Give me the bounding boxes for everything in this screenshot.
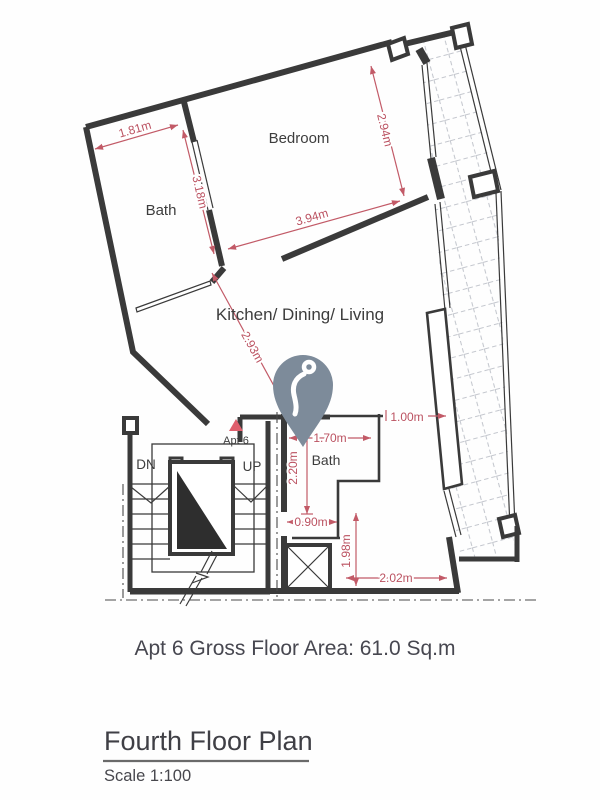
dim-label: 1.70m [313, 431, 347, 445]
wall-pillar [124, 418, 137, 433]
room-label-kitchen: Kitchen/ Dining/ Living [215, 305, 385, 324]
dimension-2-02m [346, 571, 447, 585]
stair-break-line [180, 551, 218, 606]
dim-label: 0.90m [294, 515, 328, 529]
door-leaf [136, 281, 211, 312]
railing-pillar [452, 24, 472, 48]
room-label-bedroom: Bedroom [268, 130, 330, 147]
room-label-bath-upper: Bath [145, 202, 177, 219]
dim-label: 3.94m [293, 205, 330, 229]
apartment-marker-label: Apt 6 [223, 435, 249, 447]
stairs-label-up: UP [242, 459, 262, 474]
dim-label: 1.00m [390, 410, 424, 424]
dim-label: 2.94m [374, 112, 396, 148]
upper-bath-partition [136, 140, 213, 312]
gross-floor-area-text: Apt 6 Gross Floor Area: 61.0 Sq.m [134, 637, 456, 660]
dimension-2-94m [371, 66, 404, 196]
dim-label: 1.81m [116, 117, 153, 141]
railing-pillar [470, 171, 498, 197]
plan-scale: Scale 1:100 [104, 767, 192, 785]
stairs-label-dn: DN [136, 457, 156, 472]
plan-title: Fourth Floor Plan [104, 726, 313, 756]
dim-label: 1.98m [339, 534, 353, 568]
stairwell [124, 417, 284, 606]
dim-label: 3.18m [189, 174, 211, 210]
dim-label: 2.93m [238, 329, 267, 366]
dimension-3-94m [228, 201, 400, 249]
dimension-1-98m [339, 513, 356, 586]
wall-pillar [388, 38, 408, 60]
dim-label: 2.20m [286, 451, 300, 485]
dimension-0-90m [287, 515, 337, 529]
service-shaft [286, 545, 330, 589]
apartment-marker [223, 419, 249, 447]
dim-label: 2.02m [379, 571, 413, 585]
room-label-bath-lower: Bath [311, 452, 341, 468]
